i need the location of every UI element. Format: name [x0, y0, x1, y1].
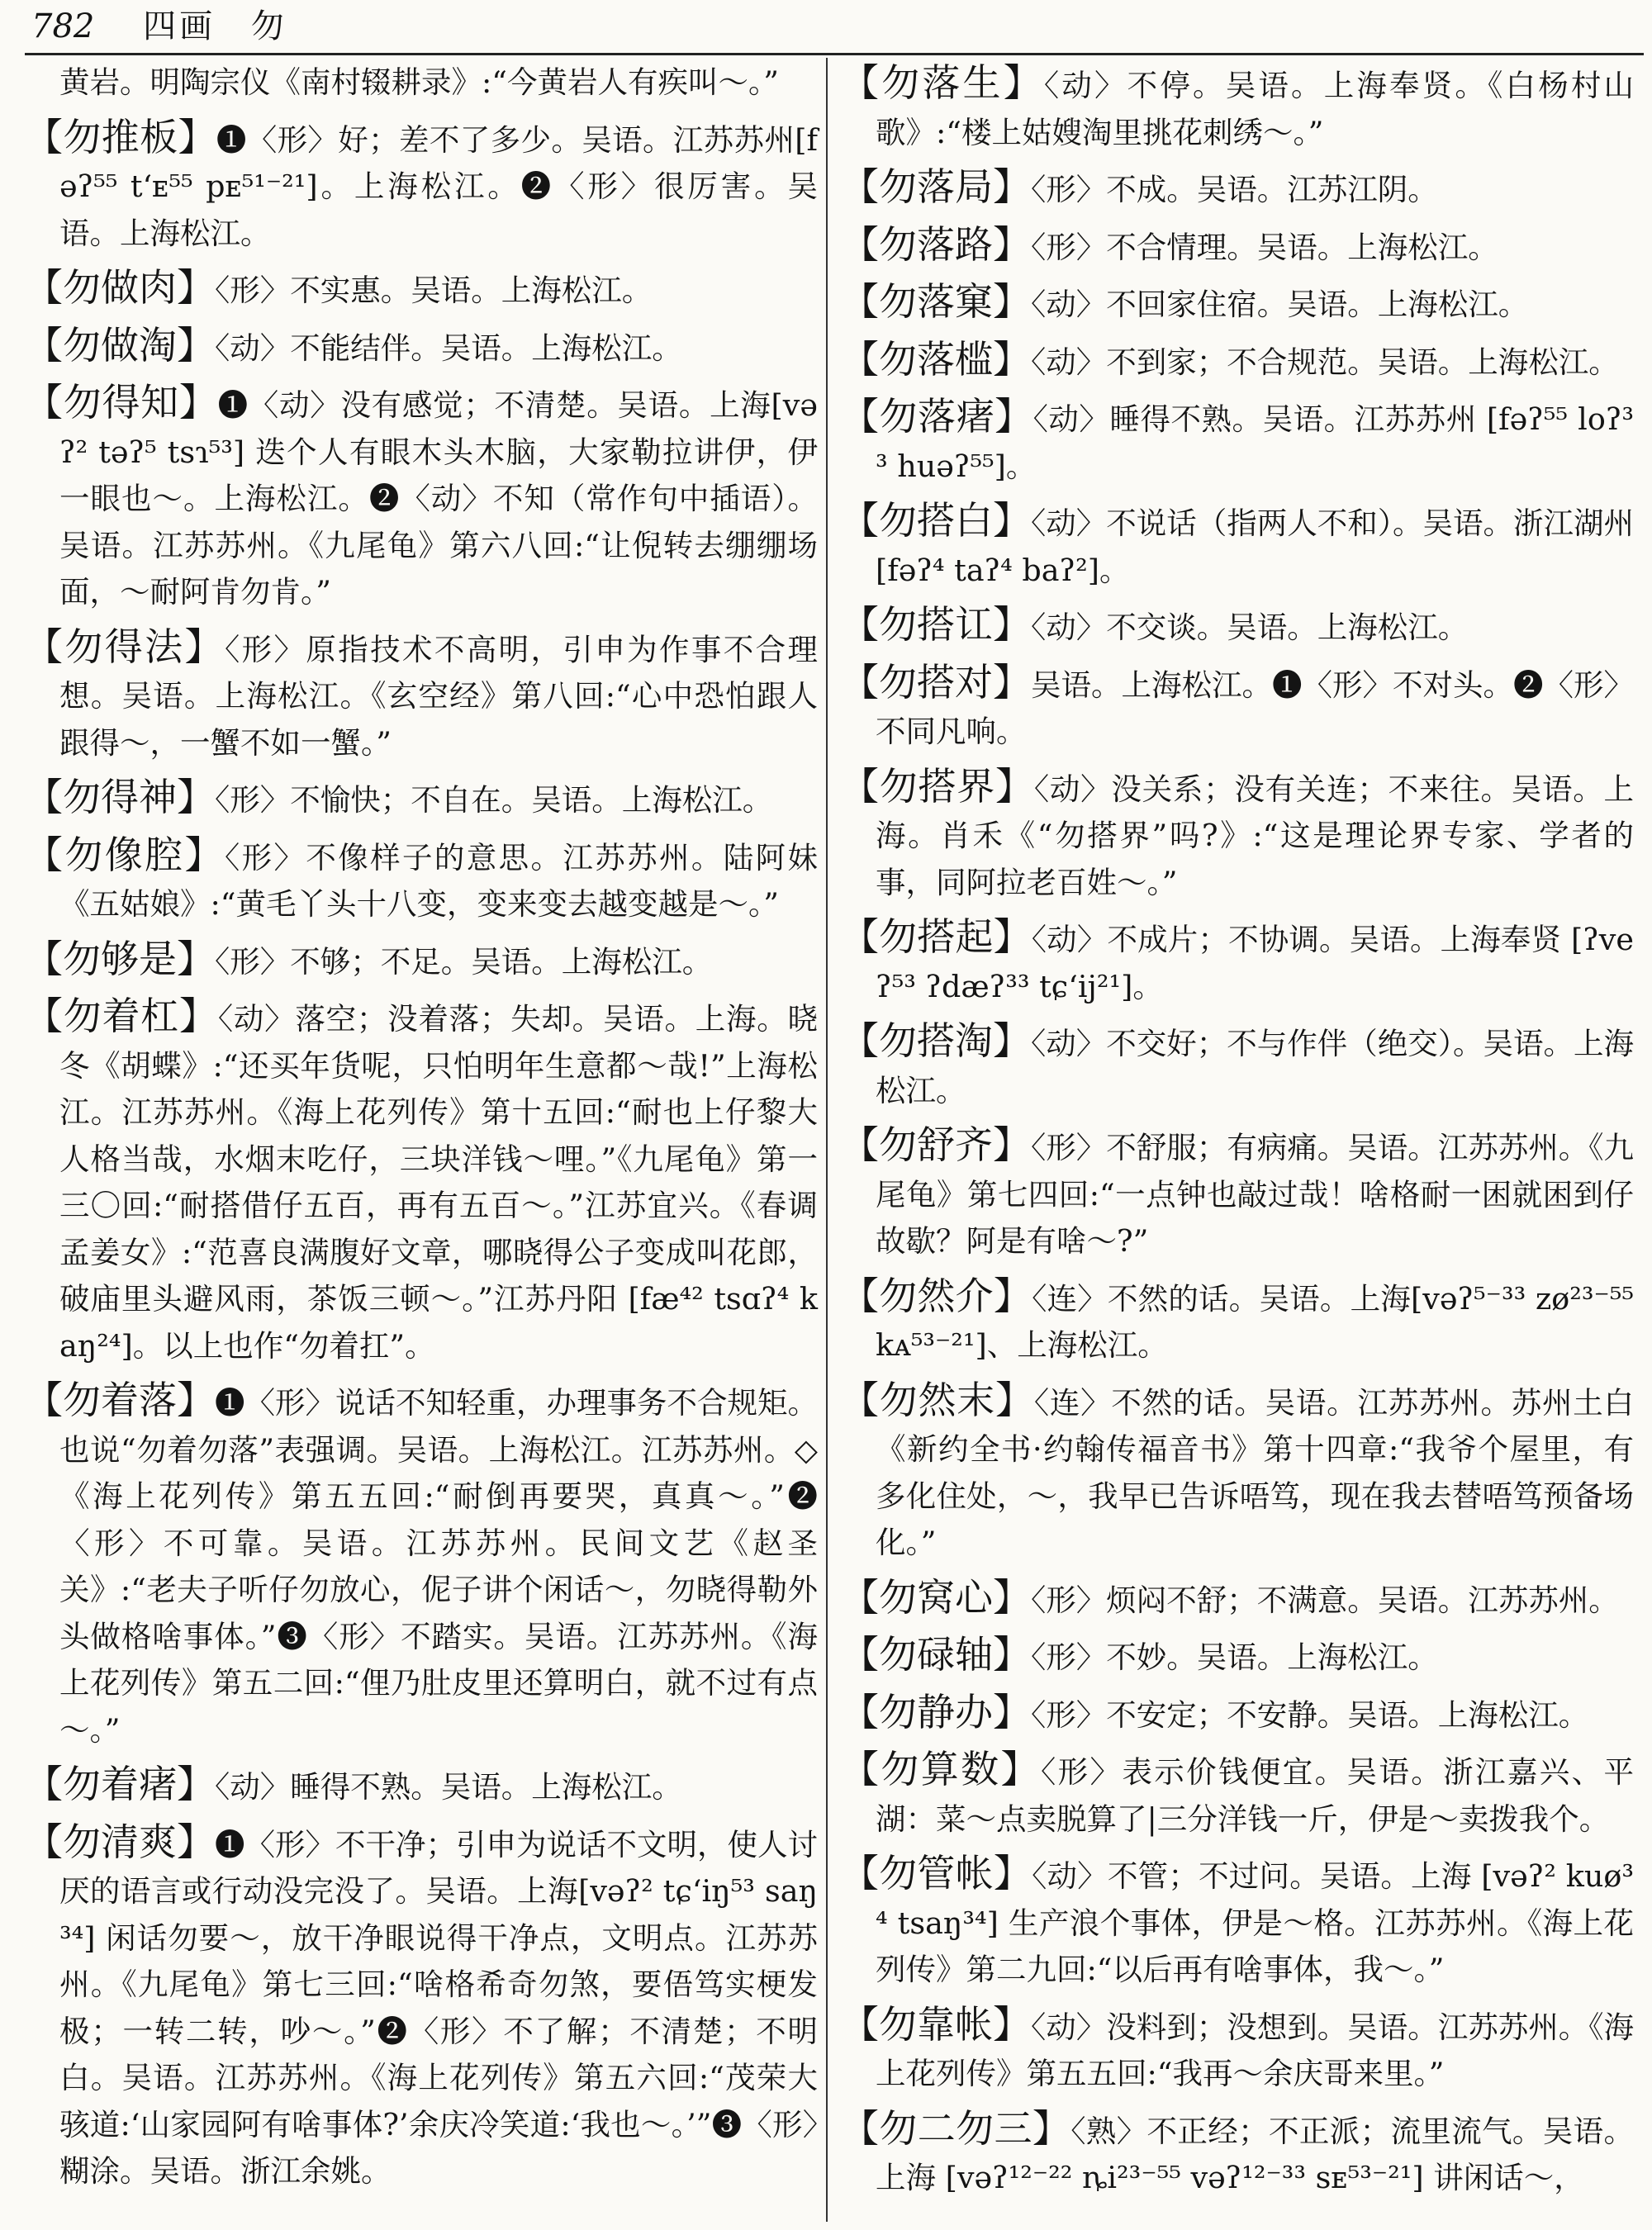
entry-body: 〈动〉不交好；不与作伴（绝交）。吴语。上海松江。	[876, 1026, 1634, 1108]
column-divider	[826, 58, 828, 2222]
dictionary-entry	[25, 936, 818, 986]
dictionary-entry	[25, 1761, 818, 1811]
entry-body: 〈连〉不然的话。吴语。江苏苏州。苏州土白《新约全书·约翰传福音书》第十四章:“我爷个屋里，有多化住处，～，我早已告诉唔笃，现在我去替唔笃预备场化。”	[876, 1384, 1635, 1560]
dictionary-entry	[841, 1018, 1634, 1114]
entry-body: 〈动〉不管；不过问。吴语。上海 [vəʔ² kuø³⁴ tsaŋ³⁴] 生产浪个事体，伊是～格。江苏苏州。《海上花列传》第二九回:“以后再有啥事体，我～。”	[876, 1858, 1635, 1987]
dictionary-entry	[841, 2105, 1634, 2202]
dictionary-entry	[841, 1689, 1634, 1739]
stroke-section: 四画	[143, 7, 216, 45]
entry-headword: 【勿搭白】	[841, 498, 1031, 543]
entry-headword: 【勿二勿三】	[841, 2105, 1071, 2151]
entry-headword: 【勿落路】	[841, 221, 1031, 267]
entry-body: 〈形〉不够；不足。吴语。上海松江。	[215, 943, 713, 980]
entry-headword: 【勿碌轴】	[841, 1632, 1031, 1677]
dictionary-entry	[841, 601, 1634, 652]
entry-headword: 【勿搭界】	[841, 763, 1034, 809]
entry-headword: 【勿静办】	[841, 1689, 1031, 1734]
entry-body: ❶〈形〉说话不知轻重，办理事务不合规矩。也说“勿着勿落”表强调。吴语。上海松江。江苏苏州。◇《海上花列传》第五五回:“耐倒再要哭，真真～。”❷〈形〉不可靠。吴语。江苏苏州。民间文艺《赵圣关》:“老夫子听仔勿放心，伲子讲个闲话～，勿晓得勒外头做格啥事体。”❸〈形〉不踏实。吴语。江苏苏州。《海上花列传》第五二回:“俚乃肚皮里还算明白，就不过有点～。”	[59, 1385, 818, 1748]
entry-body: 〈形〉不合情理。吴语。上海松江。	[1031, 229, 1498, 265]
entry-body: 〈动〉不成片；不协调。吴语。上海奉贤 [ʔveʔ⁵³ ʔdæʔ³³ tɕ‘ij²¹]。	[876, 922, 1635, 1004]
dictionary-entry	[841, 1574, 1634, 1625]
entry-body: 〈动〉不能结伴。吴语。上海松江。	[215, 330, 682, 366]
entry-body: 〈形〉烦闷不舒；不满意。吴语。江苏苏州。	[1031, 1582, 1619, 1618]
entry-headword: 【勿着落】	[25, 1378, 215, 1422]
dictionary-entry	[25, 322, 818, 372]
dictionary-entry	[841, 1377, 1634, 1567]
entry-body: 〈形〉不愉快；不自在。吴语。上海松江。	[215, 782, 773, 818]
entry-body: 吴语。上海松江。❶〈形〉不对头。❷〈形〉不同凡响。	[876, 667, 1634, 749]
entry-headword: 【勿做肉】	[25, 265, 215, 310]
entry-body: 〈动〉没料到；没想到。吴语。江苏苏州。《海上花列传》第五五回:“我再～余庆哥来里。”	[876, 2009, 1634, 2091]
dictionary-entry	[841, 1746, 1634, 1843]
entry-body: 〈形〉原指技术不高明，引申为作事不合理想。吴语。上海松江。《玄空经》第八回:“心中恐怕跟人跟得～，一蟹不如一蟹。”	[59, 631, 819, 761]
entry-headword: 【勿搭对】	[841, 659, 1031, 705]
right-column	[841, 59, 1634, 2209]
entry-body: 〈动〉睡得不熟。吴语。上海松江。	[215, 1769, 682, 1805]
entry-body: 〈形〉不妙。吴语。上海松江。	[1031, 1639, 1438, 1675]
entry-body: 〈形〉不像样子的意思。江苏苏州。陆阿妹《五姑娘》:“黄毛丫头十八变，变来变去越变越是～。”	[59, 839, 819, 922]
entry-body: 〈动〉不回家住宿。吴语。上海松江。	[1031, 287, 1529, 322]
dictionary-entry	[841, 221, 1634, 272]
dictionary-entry	[25, 1377, 818, 1753]
entry-headword: 【勿着瘏】	[25, 1762, 215, 1806]
entry-body: 〈动〉不交谈。吴语。上海松江。	[1031, 610, 1469, 645]
entry-headword: 【勿落槛】	[841, 336, 1031, 382]
page-header	[25, 0, 1644, 55]
entry-body: 〈形〉表示价钱便宜。吴语。浙江嘉兴、平湖：菜～点卖脱算了|三分洋钱一斤，伊是～卖拨我个。	[876, 1754, 1635, 1837]
dictionary-entry	[25, 264, 818, 315]
dictionary-entry	[841, 913, 1634, 1010]
entry-headword: 【勿清爽】	[25, 1819, 215, 1864]
entry-headword: 【勿得知】	[25, 380, 218, 425]
dictionary-entry	[25, 114, 818, 258]
entry-headword: 【勿然末】	[841, 1377, 1034, 1422]
entry-body: 〈形〉不成。吴语。江苏江阴。	[1031, 172, 1438, 207]
entry-headword: 【勿搭起】	[841, 914, 1032, 959]
entry-body: 〈动〉不停。吴语。上海奉贤。《白杨村山歌》:“楼上姑嫂淘里挑花刺绣～。”	[876, 68, 1635, 150]
entry-body: 〈动〉不到家；不合规范。吴语。上海松江。	[1031, 344, 1619, 380]
dictionary-entry	[841, 336, 1634, 387]
page-number: 782	[31, 7, 95, 45]
entry-headword: 【勿落局】	[841, 164, 1031, 209]
entry-body: ❶〈动〉没有感觉；不清楚。吴语。上海[vəʔ² təʔ⁵ tsɿ⁵³] 迭个人有眼木头木脑，大家勒拉讲伊，伊一眼也～。上海松江。❷〈动〉不知（常作句中插语）。吴语。江苏苏州。《九尾龟》第六八回:“让倪转去绷绷场面，～耐阿肯勿肯。”	[59, 387, 818, 610]
entry-body: ❶〈形〉好；差不了多少。吴语。江苏苏州[fəʔ⁵⁵ t‘ᴇ⁵⁵ pᴇ⁵¹⁻²¹]。上海松江。❷〈形〉很厉害。吴语。上海松江。	[59, 121, 819, 251]
entry-headword: 【勿落瘏】	[841, 394, 1033, 439]
radical-char: 勿	[250, 7, 284, 45]
dictionary-entry	[25, 774, 818, 824]
dictionary-entry	[841, 164, 1634, 214]
dictionary-entry	[841, 2001, 1634, 2098]
entry-headword: 【勿舒齐】	[841, 1122, 1031, 1167]
entry-headword: 【勿管帐】	[841, 1851, 1032, 1896]
entry-headword: 【勿够是】	[25, 936, 215, 981]
entry-body: 〈动〉没关系；没有关连；不来往。吴语。上海。肖禾《“勿搭界”吗?》:“这是理论界专家、学者的事，同阿拉老百姓～。”	[876, 771, 1635, 900]
continued-entry	[25, 59, 818, 107]
entry-headword: 【勿着杠】	[25, 994, 218, 1038]
dictionary-entry	[841, 1122, 1634, 1265]
entry-headword: 【勿得法】	[25, 624, 225, 669]
entry-headword: 【勿得神】	[25, 775, 215, 819]
dictionary-entry	[841, 1850, 1634, 1994]
dictionary-entry	[25, 1819, 818, 2195]
entry-headword: 【勿落窠】	[841, 279, 1031, 324]
entry-body: 〈动〉不说话（指两人不和）。吴语。浙江湖州 [fəʔ⁴ taʔ⁴ baʔ²]。	[876, 505, 1634, 588]
dictionary-entry	[841, 763, 1634, 907]
dictionary-entry	[841, 659, 1634, 756]
dictionary-entry	[841, 59, 1634, 156]
entry-headword: 【勿搭讧】	[841, 602, 1031, 647]
entry-headword: 【勿靠帐】	[841, 2001, 1031, 2047]
dictionary-entry	[841, 1273, 1634, 1369]
dictionary-entry	[841, 497, 1634, 594]
entry-headword: 【勿窝心】	[841, 1574, 1031, 1620]
entry-body: 〈形〉不舒服；有病痛。吴语。江苏苏州。《九尾龟》第七四回:“一点钟也敲过哉！啥格耐一困就困到仔故歇？阿是有啥～?”	[876, 1130, 1634, 1259]
dictionary-entry	[25, 832, 818, 928]
dictionary-entry	[841, 278, 1634, 329]
entry-headword: 【勿像腔】	[25, 832, 225, 877]
entry-headword: 【勿推板】	[25, 114, 216, 159]
entry-headword: 【勿搭淘】	[841, 1018, 1031, 1063]
entry-body: 〈形〉不安定；不安静。吴语。上海松江。	[1031, 1696, 1589, 1733]
dictionary-entry	[841, 1631, 1634, 1682]
entry-headword: 【勿落生】	[841, 60, 1044, 105]
dictionary-entry	[25, 624, 818, 767]
entry-body: 黄岩。明陶宗仪《南村辍耕录》:“今黄岩人有疾叫～。”	[59, 64, 779, 100]
dictionary-entry	[25, 993, 818, 1369]
dictionary-entry	[841, 393, 1634, 490]
entry-body: 〈动〉睡得不熟。吴语。江苏苏州 [fəʔ⁵⁵ loʔ³³ huəʔ⁵⁵]。	[876, 401, 1635, 484]
dictionary-entry	[25, 379, 818, 616]
entry-body: 〈形〉不实惠。吴语。上海松江。	[215, 273, 653, 308]
left-column	[25, 59, 818, 2203]
entry-headword: 【勿然介】	[841, 1273, 1032, 1318]
entry-body: 〈动〉落空；没着落；失却。吴语。上海。晓冬《胡蝶》:“还买年货呢，只怕明年生意都～哉!”上海松江。江苏苏州。《海上花列传》第十五回:“耐也上仔黎大人格当哉，水烟末吃仔，三块洋钱～哩。”《九尾龟》第一三〇回:“耐搭借仔五百，再有五百～。”江苏宜兴。《春调孟姜女》:“范喜良满腹好文章，哪晓得公子变成叫花郎，破庙里头避风雨，茶饭三顿～。”江苏丹阳 [fæ⁴² tsɑʔ⁴ kaŋ²⁴]。以上也作“勿着扛”。	[59, 1001, 819, 1364]
entry-headword: 【勿算数】	[841, 1747, 1041, 1791]
entry-body: 〈连〉不然的话。吴语。上海[vəʔ⁵⁻³³ zø²³⁻⁵⁵ kᴀ⁵³⁻²¹]、上海松江。	[876, 1280, 1635, 1363]
entry-headword: 【勿做淘】	[25, 322, 215, 368]
entry-body: ❶〈形〉不干净；引申为说话不文明，使人讨厌的语言或行动没完没了。吴语。上海[vəʔ² tɕ‘iŋ⁵³ saŋ³⁴] 闲话勿要～，放干净眼说得干净点，文明点。江苏苏州。《九尾龟》第七三回:“啥格希奇勿煞，要俉笃实梗发极；一转二转，吵～。”❷〈形〉不了解；不清楚；不明白。吴语。江苏苏州。《海上花列传》第五六回:“茂荣大骇道:‘山家园阿有啥事体?’余庆冷笑道:‘我也～。’”❸〈形〉糊涂。吴语。浙江余姚。	[59, 1826, 818, 2189]
entry-body: 〈熟〉不正经；不正派；流里流气。吴语。上海 [vəʔ¹²⁻²² ȵi²³⁻⁵⁵ vəʔ¹²⁻³³ sᴇ⁵³⁻²¹] 讲闲话～，	[876, 2113, 1635, 2195]
